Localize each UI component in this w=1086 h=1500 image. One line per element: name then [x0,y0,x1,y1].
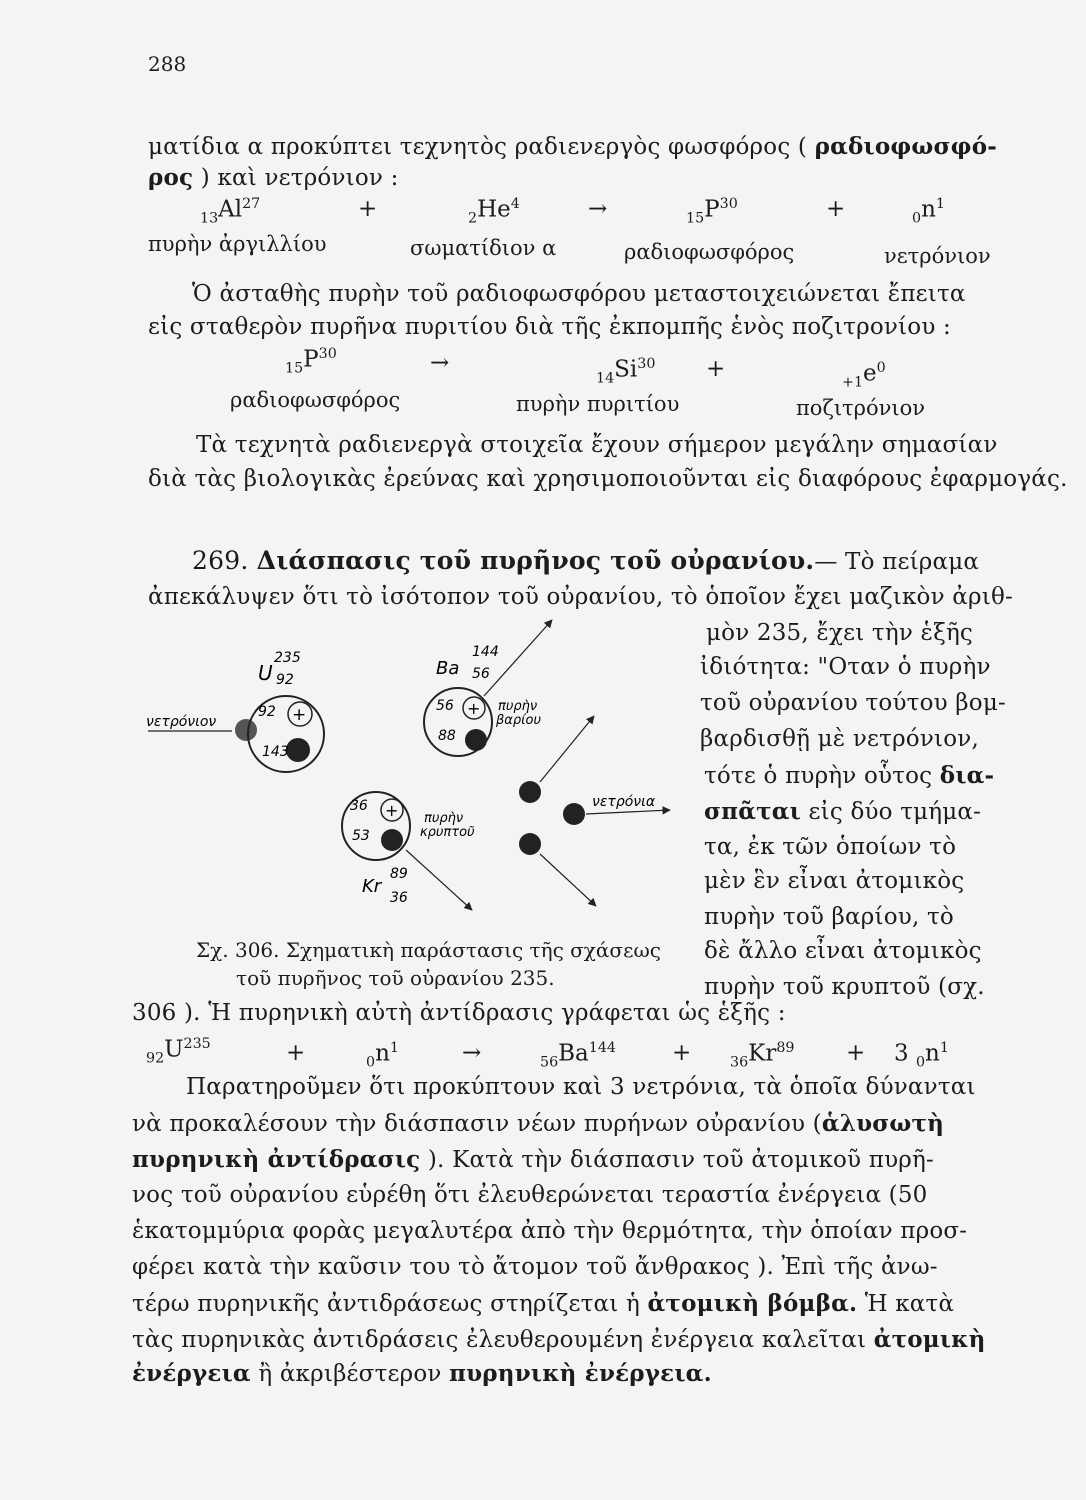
p4-line8: τὰς πυρηνικὰς ἀντιδράσεις ἐλευθερουμένη ἐνέργεια καλεῖται ἀτομικὴ [132,1326,986,1353]
p4-line7: τέρω πυρηνικῆς ἀντιδράσεως στηρίζεται ἡ ἀτομικὴ βόμβα. Ἡ κατὰ [132,1290,955,1317]
fission-diagram [140,610,700,940]
figure-caption-2: τοῦ πυρῆνος τοῦ οὐρανίου 235. [236,966,555,990]
sec269-right-7: τα, ἐκ τῶν ὁποίων τὸ [704,834,957,860]
eq2-term-phosphorus: $_{15}P^{30}$ [285,346,337,377]
eq3-plus-3: + [846,1040,866,1066]
p1-line2-text: ) καὶ νετρόνιον : [200,165,399,191]
p3-line1: Τὰ τεχνητὰ ραδιενεργὰ στοιχεῖα ἔχουν σήμερον μεγάλην σημασίαν [196,432,998,458]
uranium-protons: 92 [258,704,276,720]
figure-caption-1: Σχ. 306. Σχηματικὴ παράστασις τῆς σχάσεως [196,938,661,962]
outgoing-neutron-1 [519,781,541,803]
p4-line4: νος τοῦ οὐρανίου εὑρέθη ὅτι ἐλευθερώνεται τεραστία ἐνέργεια (50 [132,1182,928,1208]
sec269-right-2: ἰδιότητα: "Οταν ὁ πυρὴν [700,654,991,680]
barium-label-1: πυρὴν [498,699,538,714]
barium-protons: 56 [436,698,454,714]
p1-line1 [148,133,997,160]
sec269-right-6: σπᾶται εἰς δύο τμήμα- [704,798,982,825]
p1-line2 [148,164,399,191]
section-number: 269. [192,546,249,575]
eq2-label-silicon: πυρὴν πυριτίου [516,392,680,416]
uranium-plus: + [292,705,307,725]
barium-symbol: Ba [436,658,460,679]
outgoing-neutron-2 [563,803,585,825]
eq1-plus-1: + [358,196,378,222]
section-title: Διάσπασις τοῦ πυρῆνος τοῦ οὐρανίου. [256,546,815,575]
eq3-plus-2: + [672,1040,692,1066]
eq1-label-aluminium: πυρὴν ἀργιλλίου [148,232,327,256]
eq1-term-phosphorus: $_{15}P^{30}$ [686,196,738,227]
eq3-term-krypton: $_{36}Kr^{89}$ [730,1040,795,1071]
eq1-label-neutron: νετρόνιον [884,244,991,268]
uranium-z: 92 [276,672,294,688]
eq2-plus: + [706,356,726,382]
sec269-line2: ἀπεκάλυψεν ὅτι τὸ ἰσότοπον τοῦ οὐρανίου, τὸ ὁποῖον ἔχει μαζικὸν ἀριθ- [148,584,1013,610]
sec269-right-10: δὲ ἄλλο εἶναι ἀτομικὸς [704,938,982,964]
uranium-mass: 235 [274,650,301,666]
barium-label-2: βαρίου [496,713,541,728]
p3-line2: διὰ τὰς βιολογικὰς ἐρεύνας καὶ χρησιμοποιοῦνται εἰς διαφόρους ἐφαρμογάς. [148,466,1068,492]
sec269-right-9: πυρὴν τοῦ βαρίου, τὸ [704,904,954,930]
p4-line3: πυρηνικὴ ἀντίδρασις ). Κατὰ τὴν διάσπασιν τοῦ ἀτομικοῦ πυρῆ- [132,1146,934,1173]
eq2-arrow: → [430,350,450,376]
p4-line2: νὰ προκαλέσουν τὴν διάσπασιν νέων πυρήνων οὐρανίου (ἁλυσωτὴ [132,1110,945,1137]
eq1-term-neutron: $_0n^1$ [912,196,945,227]
eq1-term-aluminium: $_{13}Al^{27}$ [200,196,261,227]
krypton-label-2: κρυπτοῦ [420,825,475,840]
sec269-line-end: 306 ). Ἡ πυρηνικὴ αὐτὴ ἀντίδρασις γράφεται ὡς ἑξῆς : [132,1000,786,1026]
p1-line2-bold: ρος [148,164,194,191]
barium-mass: 144 [472,644,499,660]
barium-neutrons: 88 [438,728,456,744]
sec269-right-5: τότε ὁ πυρὴν οὗτος δια- [704,762,995,789]
krypton-label-1: πυρὴν [424,811,464,826]
p2-line2: εἰς σταθερὸν πυρῆνα πυριτίου διὰ τῆς ἐκπομπῆς ἑνὸς ποζιτρονίου : [148,314,951,340]
p2-line1: Ὁ ἀσταθὴς πυρὴν τοῦ ραδιοφωσφόρου μεταστοιχειώνεται ἔπειτα [192,281,966,307]
barium-z: 56 [472,666,490,682]
p4-line6: φέρει κατὰ τὴν καῦσιν του τὸ ἄτομον τοῦ ἄνθρακος ). Ἐπὶ τῆς ἀνω- [132,1254,938,1280]
uranium-symbol: U [258,661,273,685]
p4-line1: Παρατηροῦμεν ὅτι προκύπτουν καὶ 3 νετρόνια, τὰ ὁποῖα δύνανται [186,1074,976,1100]
p1-line1-text: ματίδια α προκύπτει τεχνητὸς ραδιενεργὸς φωσφόρος ( [148,134,808,160]
eq1-arrow: → [588,196,608,222]
sec269-right-3: τοῦ οὐρανίου τούτου βομ- [700,690,1006,716]
section-269-heading [192,546,979,575]
eq3-term-three-neutrons: 3 $_0n^1$ [894,1040,949,1071]
eq3-term-uranium: $_{92}U^{235}$ [146,1036,211,1067]
krypton-mass: 89 [390,866,408,882]
uranium-neutrons: 143 [262,744,289,760]
section-heading-rest: — Τὸ πείραμα [814,549,980,575]
p1-line1-bold: ραδιοφωσφό- [814,133,997,160]
krypton-protons: 36 [350,798,368,814]
eq3-term-neutron: $_0n^1$ [366,1040,399,1071]
sec269-right-4: βαρδισθῇ μὲ νετρόνιον, [700,726,979,752]
sec269-right-1: μὸν 235, ἔχει τὴν ἑξῆς [706,620,974,646]
eq2-label-phosphorus: ραδιοφωσφόρος [230,388,401,412]
eq2-label-positron: ποζιτρόνιον [796,396,926,420]
p4-line5: ἑκατομμύρια φορὰς μεγαλυτέρα ἀπὸ τὴν θερμότητα, τὴν ὁποίαν προσ- [132,1218,968,1244]
eq3-plus-1: + [286,1040,306,1066]
neutron-label: νετρόνιον [146,714,217,730]
sec269-right-8: μὲν ἓν εἶναι ἀτομικὸς [704,868,965,894]
eq1-label-alpha: σωματίδιον α [410,236,557,260]
outgoing-neutron-3 [519,833,541,855]
eq1-term-helium: $_2He^4$ [468,196,520,227]
p4-line9: ἐνέργεια ἢ ἀκριβέστερον πυρηνικὴ ἐνέργεια. [132,1360,712,1387]
page-number: 288 [148,52,187,76]
incoming-neutron [235,719,257,741]
barium-plus: + [467,699,481,718]
eq2-term-positron: $_{+1}e^0$ [842,360,886,391]
eq1-plus-2: + [826,196,846,222]
eq2-term-silicon: $_{14}Si^{30}$ [596,356,656,387]
krypton-plus: + [385,801,399,820]
krypton-neutrons: 53 [352,828,370,844]
krypton-z: 36 [390,890,408,906]
sec269-right-11: πυρὴν τοῦ κρυπτοῦ (σχ. [704,974,985,1000]
eq3-arrow: → [462,1040,482,1066]
eq1-label-phosphorus: ραδιοφωσφόρος [624,240,795,264]
out-neutron-label: νετρόνια [592,794,656,810]
eq3-term-barium: $_{56}Ba^{144}$ [540,1040,616,1071]
krypton-symbol: Kr [362,876,382,897]
